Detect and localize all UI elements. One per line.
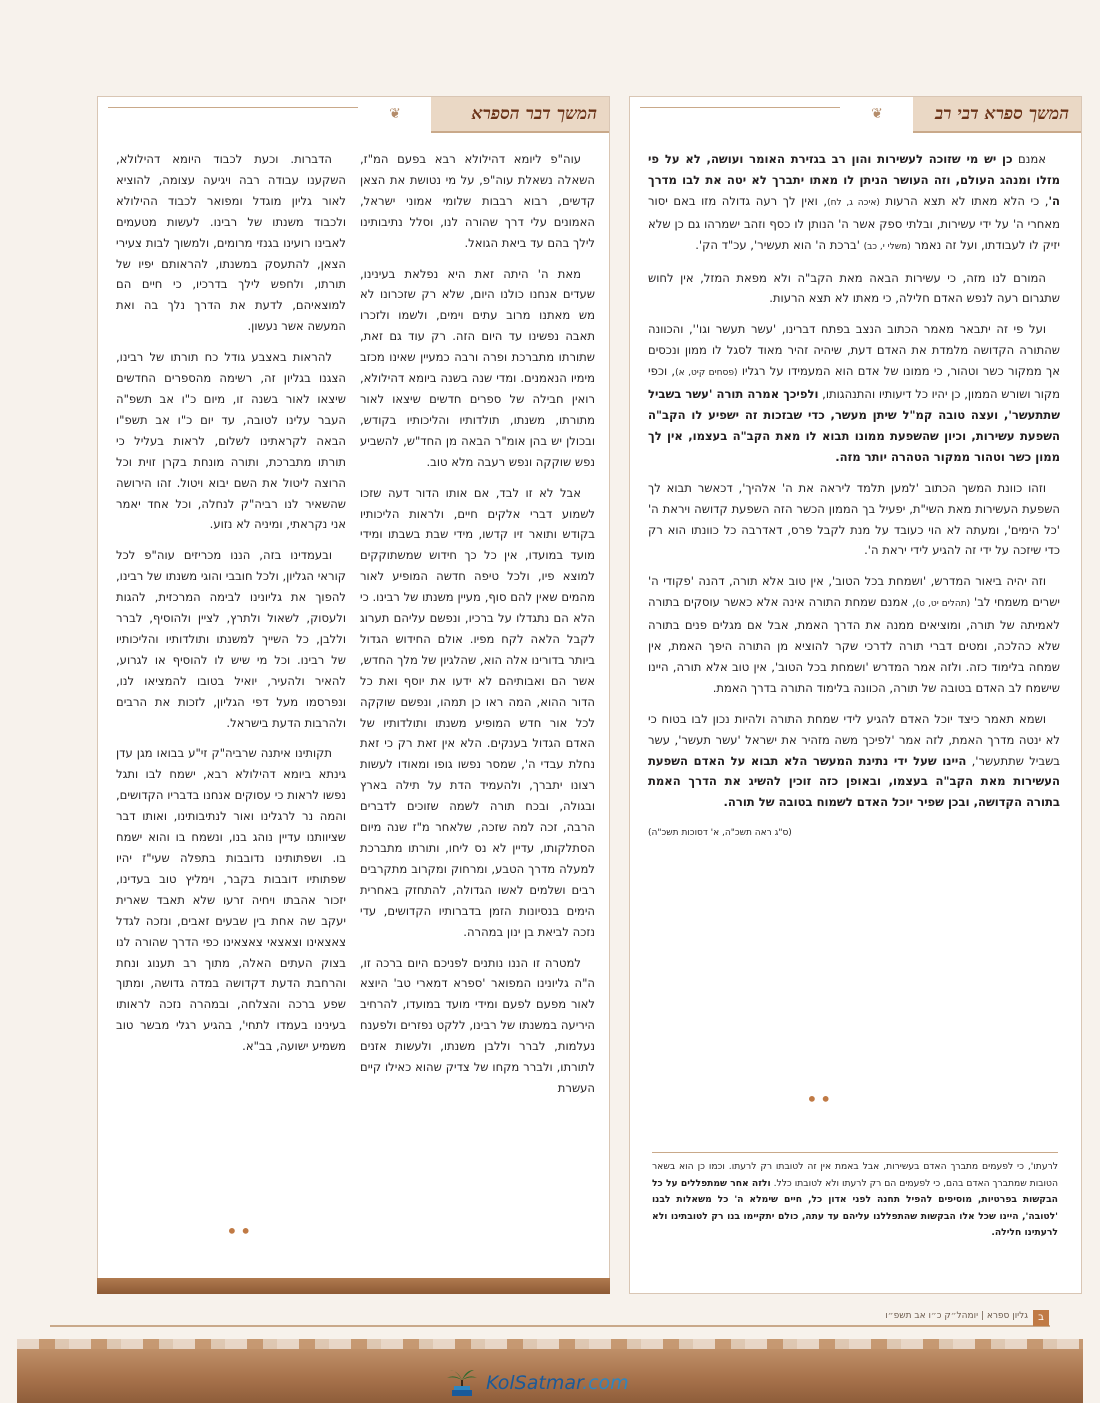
text-segment: המורם לנו מזה, כי עשירות הבאה מאת הקב"ה ולא מפאת המזל, אין לחוש שתגרום רעה לנפש האדם חלילה, כי מאתו לא תצא הרעות.: [648, 270, 1060, 306]
text-segment: , אמנם שמחת התורה אינה אלא כאשר עוסקים בתורה לאמיתה של תורה, ומוציאים ממנה את הדרך האמת, אבל אם מגלים פנים בתורה שלא כהלכה, ומטים דברי תורה לדרכי שקר להוציא מן התורה היפך האמת, אין שמחה בלימוד כזה. ולזה אמר המדרש 'ושמחת בכל הטוב', אין טוב אלא תורה, היינו שישמח לב האדם בטובה של תורה, הכוונה בלימוד התורה בדרך האמת.: [648, 595, 1060, 695]
text-segment: לרעתו', כי לפעמים מתברך האדם בעשירות, אבל באמת אין זה לטובתו רק לרעתו. וכמו כן הוא בשאר הטובות שמתברך האדם בהם, כי לפעמים הם רק לרעתו ולא לטובתו כלל.: [652, 1161, 1058, 1189]
text-segment: וזה יהיה ביאור המדרש, 'ושמחת בכל הטוב', אין טוב אלא תורה, דהנה 'פקודי ה' ישרים משמחי לב': [648, 574, 1060, 610]
text-segment: ושמא תאמר כיצד יוכל האדם להגיע לידי שמחת התורה ולהיות נכון לבו בטוח כי לא ינטה מדרך האמת, לזה אמר 'לפיכך משה מזהיר את ישראל 'עשר תעשר', עשר בשביל שתתעשר',: [648, 711, 1061, 768]
source-citation: (ס"ג ראה תשכ"ה, א' דסוכות תשכ"ה): [648, 828, 792, 839]
text-segment: (תהלים יט, ט): [915, 599, 971, 610]
article-paragraph: [648, 149, 1060, 258]
left-article-panel: [97, 96, 610, 1294]
header-rule: [640, 107, 840, 108]
running-title: גליון ספרא | יומהל״ק כ״ו אב תשפ״ו: [885, 1311, 1028, 1321]
text-segment: , כי הלא מאתו לא תצא הרעות: [879, 193, 1049, 208]
article-paragraph: ובעמדינו בזה, הננו מכריזים עוה"פ לכל קוראי הגליון, ולכל חובבי והוגי משנתו של רבינו, להפוך את גליונינו לבימה המרכזית, להגות ולעסוק, לשאול ולתרץ, לציין ולהוסיף, לברר וללבן, כל השייך למשנתו ותולדותיו והליכותיו של רבינו. וכל מי שיש לו להוסיף או לגרוע, להאיר ולהעיר, יואיל בטובו להמציאו לנו, ונפרסמו מעל דפי הגליון, לזכות את הרבים ולהרבות הדעת בישראל.: [116, 548, 346, 730]
ornament-flourish-icon: ❦: [389, 106, 401, 122]
text-segment: (איכה ג, לח): [827, 197, 880, 208]
footnote: [652, 1152, 1058, 1242]
article-paragraph: למטרה זו הננו נותנים לפניכם היום ברכה זו, ה"ה גליונינו המפואר 'ספרא דמארי טב' היוצא לאור מפעם לפעם ומידי מועד במועדו, להרחיב היריעה במשנתו של רבינו, ללקט נפזרים ולפענח נעלמות, לברר וללבן משנתו, ולעשות אזנים לתורתו, ולברר מקחו של צדיק שהוא כאילו קיים העשרת: [360, 955, 595, 1095]
text-segment: , וכפי מקור ושורש הממון, כן יהיו כל דיעותיו והתנהגותו,: [648, 364, 1061, 402]
text-segment: 'ברכת ה' הוא תעשיר', עכ"ד הק'.: [695, 237, 864, 252]
section-header: [431, 97, 609, 133]
logo-text: [486, 1372, 629, 1394]
section-header: [913, 97, 1081, 133]
bold-text: היינו שעל ידי נתינת המעשר הלא תבוא על האדם השפעת העשירות מאת הקב"ה בעצמו, ובאופן כזה זוכין להשיג את הדרך האמת בתורה הקדושה, ובכן שפיר יוכל האדם לשמוח בטובה של תורה.: [648, 753, 1060, 810]
logo-text-main: KolSatmar: [486, 1372, 583, 1394]
article-paragraph: להראות באצבע גודל כח תורתו של רבינו, הצגנו בגליון זה, רשימה מהספרים החדשים שיצאו לאור בשנה זו, מיום כ"ו אב תשפ"ה העבר עלינו לטובה, עד יום כ"ו אב תשפ"ו הבאה לקראתינו לשלום, לראות בעליל כי תורתו מתברכת, ותורה מונחת בקרן זוית וכל הרוצה ליטול את השם יבוא ויטול. זהו הירושה שהשאיר לנו רביה"ק לנחלה, וכל אחד יאמר אני נקראתי, ומיניה לא נזוע.: [116, 350, 346, 532]
article-paragraph: [648, 571, 1060, 698]
end-mark-dots: ••: [806, 1087, 834, 1111]
article-paragraph: תקותינו איתנה שרביה"ק זי"ע בבואו מגן עדן גינתא ביומא דהילולא רבא, ישמח לבו ותגל נפשו לראות כי עסוקים אנחנו בדבריו הקדושים, והמה נר לרגלינו ואור לנתיבותינו, ואותו דבר שציוותנו עדיין נוהג בנו, ונשמח בו והוא ישמח בו. ושפתותינו נדובבות בתפלה שעי"ז יהיו שפתותיו דובבות בקבר, וימליץ טוב בעדינו, יזכור אהבתו ויחיה זרעו שלא תאבד שארית יעקב שה אחת בין שבעים זאבים, ונזכה לגדל צאצאינו וצאצאי צאצאינו כפי הדרך שהורה לנו בצוק העתים האלה, מתוך רב תענוג ונחת והרחבת הדעת דקדושה במדה גדושה, ומתוך שפע ברכה והצלחה, ובמהרה נזכה לראותו בעינינו בעמדו לתחי', בהגיע רגלי מבשר טוב משמיע ישועה, בב"א.: [116, 746, 346, 1054]
text-segment: אמנם: [1012, 152, 1046, 166]
text-segment: (פסחים קיט, א): [675, 368, 738, 379]
footer-torn-edge: [17, 1339, 1083, 1349]
article-column-right: [360, 149, 595, 1109]
article-paragraph: [648, 478, 1060, 562]
article-paragraph: [648, 319, 1060, 467]
footer-rule: [50, 1325, 1050, 1327]
article-paragraph: אבל לא זו לבד, אם אותו הדור דעה שזכו לשמוע דברי אלקים חיים, ולראות הליכותיו בקודש ותואר זיו קדשו, מידי שבת בשבתו ומידי מועד במועדו, אין כל כך חידוש שמשתוקקים למוצא פיו, ולכל טיפה חדשה המופיע לאור מהמים שאין להם סוף, מעיין משנתו של רבינו. כי הלא הם נתגדלו על ברכיו, ונפשם עליהם תערוג לקבל הלאה לקח מפיו. אולם החידוש הגדול ביותר בדורינו אלה הוא, שהלגיון של מלך החדש, אשר הם ואבותיהם לא ידעו את יוסף ואת כל הדור ההוא, המה ראו כן תמהו, ונפשם שוקקה לכל אור חדש המופיע משנתו ותולדותיו של האדם הגדול בענקים. הלא אין זאת רק כי זאת נחלת עבדי ה', שמסר נפשו גופו ומאודו לעשות רצונו יתברך, ולהעמיד הדת על תילה בארץ ובגולה, ובכח תורה לשמה שזוכים לדברים הרבה, זכה למה שזכה, שלאחר מ"ז שנה מיום הסתלקותו, עדיין לא נס ליחו, ותורתו מתברכת למעלה מדרך הטבע, ומרחוק ומקרוב מתקרבים רבים ושלמים לאשו הגדולה, להתחזק באחרית הימים בנסיונות הזמן בדברותיו הקדושים, עדי נזכה לביאת בן ינון במהרה.: [360, 485, 595, 939]
bold-text: ולפיכך אמרה תורה 'עשר בשביל שתתעשר', ועצה טובה קמ"ל שיתן מעשר, כדי שבזכות זה ישפיע לו הקב"ה השפעת עשירות, וכיון שהשפעת ממונו תבוא לו מאת הקב"ה בעצמו, אין לך ממון כשר וטהור ממקור הטהרה יותר מזה.: [648, 387, 1060, 464]
text-segment: וזהו כוונת המשך הכתוב 'למען תלמד ליראה את ה' אלהיך', דכאשר תבוא לך השפעת העשירות מאת השי"ת, יפעיל בך הממון הכשר הזה השפעת קדושה ויראת ה' 'כל הימים', ומעתה לא הוי כעובד על מנת לקבל פרס, דאדרבה כל כוונתו הוא רק כדי שיזכה על ידי זה להגיע לידי יראת ה'.: [648, 480, 1060, 558]
article-paragraph: עוה"פ ליומא דהילולא רבא בפעם המ"ז, השאלה נשאלת עוה"פ, על מי נטושת את הצאן קדשים, רבוא רבבות שלומי אמוני ישראל, האמונים עלי דרך שהורה לנו, וסלל נתיבותינו לילך בהם עד ביאת הגואל.: [360, 152, 595, 250]
article-paragraph: הדברות. וכעת לכבוד היומא דהילולא, השקענו עבודה רבה ויגיעה עצומה, להוציא לאור גליון מוגדל ומפואר לכבוד ההילולא ולכבוד משנתו של רבינו. לעשות מטעמים לאבינו רועינו בגנזי מרומים, ולמשוך לבות צעירי הצאן, להתעסק במשנתו, להראותם יפיו של תורתו, ולחפש לילך בדרכיו, כי חיים הם למוצאיהם, לדעת את הדרך נלך בה ואת המעשה אשר נעשון.: [116, 152, 346, 334]
palm-tree-books-icon: [444, 1368, 480, 1398]
article-paragraph: מאת ה' היתה זאת היא נפלאת בעינינו, שעדים אנחנו כולנו היום, שלא רק שזכרונו לא מש מאתנו מרוב עתים וימים, ולשמו ולזכרו תאבה נפשינו עד היום הזה. רק עוד גם זאת, שתורתו מתברכת ופרה ורבה כמעיין שאינו מכזב מימיו הנאמנים. ומדי שנה בשנה ביומא דהילולא, רואין חבילה של ספרים חדשים שיצאו לאור מתורתו, משנתו, תולדותיו והליכותיו בקודש, ובכולן יש בהן אומ"ר הבאה מן החד"ש, להשביע נפש שוקקה ונפש רעבה מלא טוב.: [360, 266, 595, 469]
end-mark-dots: ••: [226, 1219, 254, 1243]
panel-bottom-bar: [97, 1278, 610, 1294]
article-paragraph: [648, 709, 1060, 814]
section-header-title: המשך דבר הספרא: [471, 104, 597, 124]
logo-text-suffix: .com: [582, 1372, 629, 1394]
header-rule: [108, 107, 358, 108]
article-paragraph: [648, 268, 1060, 310]
ornament-flourish-icon: ❦: [871, 106, 883, 122]
section-header-title: המשך ספרא דבי רב: [934, 104, 1069, 124]
text-segment: ועל פי זה יתבאר מאמר הכתוב הנצב בפתח דברינו, 'עשר תעשר וגו'', והכוונה שהתורה הקדושה מלמדת את האדם דעת, שיהיה זהיר מאוד לסגל לו ממון ונכסים אך ממקור כשר וטהור, כי ממונו של אדם הוא המעמידו על רגליו: [648, 322, 1060, 379]
bold-text: ולזה אחר שמתפללים על כל הבקשות בפרטיות, מוסיפים להפיל תחנה לפני אדון כל, חיים שימלא ה' כל משאלות לבנו 'לטובה', היינו שכל אלו הבקשות שהתפללנו עליהם עד עתה, כולם יתקיימו בנו רק לטובתינו ולא לרעתינו חלילה.: [652, 1177, 1058, 1238]
right-article-panel: [629, 96, 1082, 1294]
page-number: ב: [1033, 1310, 1049, 1326]
article-column-left: [116, 149, 346, 1067]
text-segment: (משלי י, כב): [863, 241, 911, 252]
bold-text: כן יש מי שזוכה לעשירות והון רב בגזירת האומר ועושה, לא על פי מזלו ומנהג העולם, וזה העושר הניתן לו מאתו יתברך לא יטה את לבו מדרך ה': [648, 152, 1061, 208]
text-segment: , ואין לך רעה גדולה מזו באם יסור מאחרי ה' על ידי עשירות, ובלתי ספק אשר ה' הנותן לו כסף וזהב ישמרהו גם כן שלא יזיק לו לעבודתו, ועל זה נאמר: [648, 193, 1060, 252]
article-column: [648, 149, 1060, 844]
site-logo[interactable]: [444, 1366, 664, 1400]
